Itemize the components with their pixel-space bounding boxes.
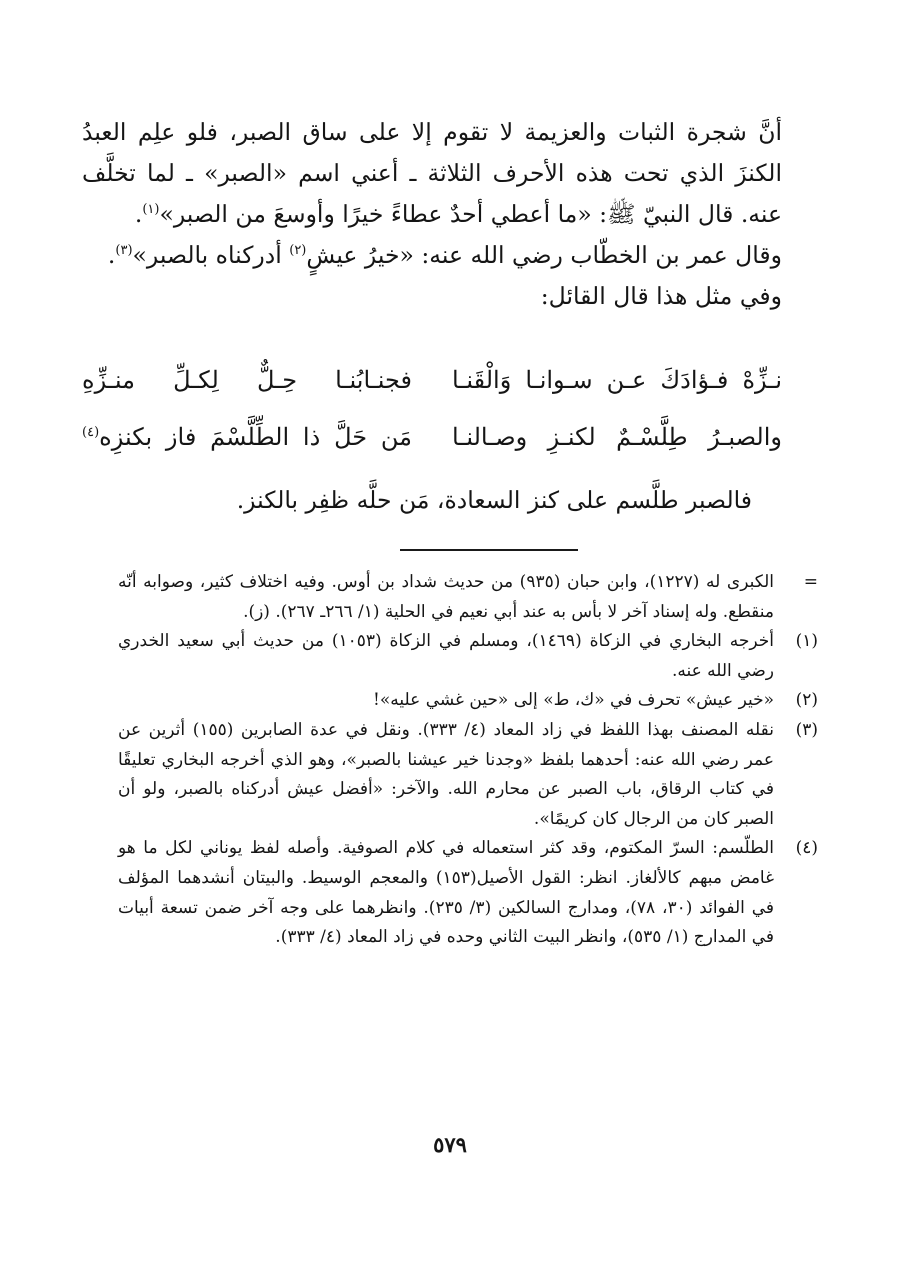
verse-2-second-hemistich: مَن حَلَّ ذا الطِّلَّسْمَ فاز بكنزِه$^{(٤)}$: [82, 423, 412, 451]
footnote-3: [118, 716, 818, 834]
footnote-continued: [118, 568, 818, 627]
footnote-ref-1: (١): [142, 202, 160, 218]
footnote-number: =: [803, 572, 818, 592]
footnote-text: الكبرى له (١٢٢٧)، وابن حبان (٩٣٥) من حديث شداد بن أوس. وفيه اختلاف كثير، وصوابه أنّه منقطع. وله إسناد آخر لا بأس به عند أبي نعيم في الحلية (١/ ٢٦٦ـ ٢٦٧). (ز).: [118, 572, 774, 622]
conclusion-line: فالصبر طلَّسم على كنز السعادة، مَن حلَّه ظفِر بالكنز.: [236, 486, 752, 514]
paragraph-2: وقال عمر بن الخطّاب رضي الله عنه: «خيرُ عيشٍ$^{(٢)}$ أدركناه بالصبر»$^{(٣)}$.: [107, 241, 782, 269]
footnote-number: (٤): [795, 838, 818, 859]
paragraph-1: أنَّ شجرة الثبات والعزيمة لا تقوم إلا على ساق الصبر، فلو علِم العبدُ الكنزَ الذي تحت هذه الأحرف الثلاثة ـ أعني اسم «الصبر» ـ لما تخلَّف عنه. قال النبيّ ﷺ: «ما أعطي أحدٌ عطاءً خيرًا وأوسعَ من الصبر»$^{(١)}$.: [82, 118, 782, 228]
poem-verse-2: [82, 412, 782, 462]
footnotes: [118, 568, 818, 953]
footnote-ref-4: (٤): [82, 425, 100, 440]
verse-2-first-hemistich: والصبـرُ طِلَّسْـمٌ لكنـزِ وصـالنـا: [452, 423, 782, 451]
footnote-4: [118, 834, 818, 952]
footnote-text: الطلّسم: السرّ المكتوم، وقد كثر استعماله في كلام الصوفية. وأصله لفظ يوناني لكل ما هو غامض مبهم كالألغاز. انظر: القول الأصيل(١٥٣) والمعجم الوسيط. والبيتان أنشدهما المؤلف في الفوائد (٣٠، ٧٨)، ومدارج السالكين (٣/ ٢٣٥). وانظرهما على وجه آخر ضمن تسعة أبيات في المدارج (١/ ٥٣٥)، وانظر البيت الثاني وحده في زاد المعاد (٤/ ٣٣٣).: [118, 838, 775, 948]
footnote-ref-3: (٣): [115, 243, 133, 259]
page-number: ٥٧٩: [433, 1132, 467, 1157]
footnote-text: «خير عيش» تحرف في «ك، ط» إلى «حين غشي عليه»!: [373, 690, 774, 711]
footnote-number: (٢): [795, 690, 818, 711]
footnote-1: [118, 627, 818, 686]
verse-1-first-hemistich: نـزِّهْ فـؤادَكَ عـن سـوانـا وَالْقَنـا: [452, 366, 782, 394]
footnote-separator: [400, 549, 578, 551]
poem-verse-1: [82, 355, 782, 405]
footnote-number: (١): [795, 631, 818, 652]
footnote-ref-2: (٢): [289, 243, 307, 259]
footnote-2: [118, 686, 818, 716]
verse-1-second-hemistich: فجنـابُنـا حِـلٌّ لِكـلِّ منـزِّهِ: [82, 366, 412, 394]
footnote-text: أخرجه البخاري في الزكاة (١٤٦٩)، ومسلم في الزكاة (١٠٥٣) من حديث أبي سعيد الخدري رضي الله عنه.: [118, 631, 774, 681]
main-text: [82, 112, 782, 317]
paragraph-3: وفي مثل هذا قال القائل:: [540, 282, 782, 310]
footnote-number: (٣): [795, 719, 818, 740]
footnote-text: نقله المصنف بهذا اللفظ في زاد المعاد (٤/ ٣٣٣). ونقل في عدة الصابرين (١٥٥) أثرين عن عمر رضي الله عنه: أحدهما بلفظ «وجدنا خير عيشنا بالصبر»، وهو الذي أخرجه البخاري تعليقًا في كتاب الرقاق، باب الصبر عن محارم الله. والآخر: «أفضل عيش أدركناه بالصبر، ولو أن الصبر كان من الرجال كان كريمًا».: [118, 719, 774, 829]
